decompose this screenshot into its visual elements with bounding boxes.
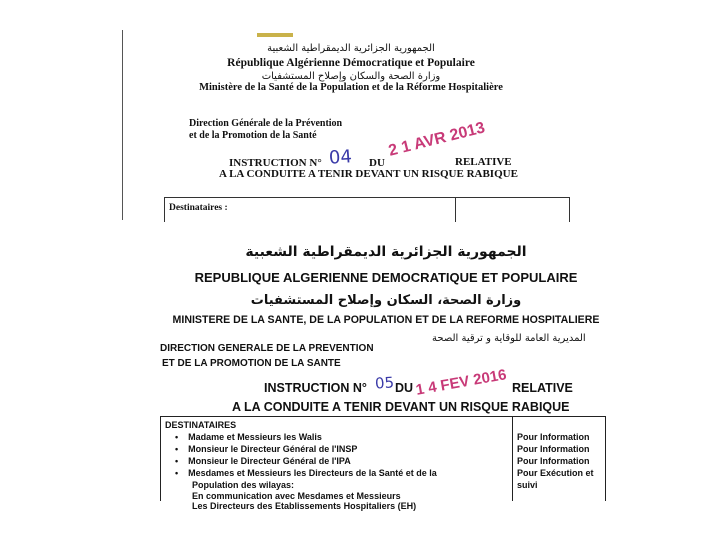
arabic-ministry-title: وزارة الصحة والسكان وإصلاح المستشفيات bbox=[261, 71, 441, 82]
bullet-icon: • bbox=[175, 444, 179, 454]
bullet-icon: • bbox=[175, 456, 179, 466]
arabic-republic-title: الجمهورية الجزائرية الديمقراطية الشعبية bbox=[267, 43, 435, 54]
recipients-header: DESTINATAIRES bbox=[165, 420, 237, 430]
instruction-number-handwritten: 04 bbox=[328, 146, 353, 169]
recipient-item bbox=[175, 456, 351, 466]
recipient-text: Monsieur le Directeur Général de l'IPA bbox=[188, 456, 351, 466]
recipient-action-continuation: suivi bbox=[517, 480, 538, 490]
recipients-table-divider bbox=[512, 417, 513, 501]
recipient-item bbox=[175, 444, 357, 454]
recipient-continuation: Population des wilayas: bbox=[192, 480, 295, 490]
instruction-label: INSTRUCTION N° bbox=[229, 157, 322, 169]
direction-line-1: Direction Générale de la Prévention bbox=[189, 118, 343, 129]
instruction-2016-excerpt bbox=[150, 222, 622, 511]
ministry-title: Ministère de la Santé de la Population et de la Réforme Hospitalière bbox=[199, 82, 503, 93]
relative-label: RELATIVE bbox=[512, 381, 573, 395]
du-label: DU bbox=[395, 381, 414, 395]
date-stamp: 1 4 FEV 2016 bbox=[414, 366, 508, 399]
republic-title: République Algérienne Démocratique et Populaire bbox=[227, 57, 475, 69]
du-label: DU bbox=[369, 157, 385, 169]
instruction-label: INSTRUCTION N° bbox=[264, 381, 367, 395]
instruction-number-handwritten: 05 bbox=[374, 373, 395, 393]
date-stamp: 2 1 AVR 2013 bbox=[386, 119, 487, 160]
direction-line-2: ET DE LA PROMOTION DE LA SANTE bbox=[162, 358, 341, 369]
recipient-action: Pour Information bbox=[517, 456, 590, 466]
recipient-continuation: En communication avec Mesdames et Messieurs bbox=[192, 491, 401, 501]
relative-label: RELATIVE bbox=[455, 156, 512, 168]
direction-line-1: DIRECTION GENERALE DE LA PREVENTION bbox=[160, 343, 374, 354]
recipient-action: Pour Information bbox=[517, 444, 590, 454]
instruction-2013-excerpt bbox=[122, 30, 579, 220]
recipient-action: Pour Information bbox=[517, 432, 590, 442]
direction-line-2: et de la Promotion de la Santé bbox=[189, 130, 317, 141]
recipient-text: Monsieur le Directeur Général de l'INSP bbox=[188, 444, 358, 454]
recipient-continuation: Les Directeurs des Etablissements Hospitaliers (EH) bbox=[192, 501, 417, 511]
recipient-action: Pour Exécution et bbox=[517, 468, 594, 478]
arabic-direction-title: المديرية العامة للوقاية و ترقية الصحة bbox=[432, 333, 586, 344]
bullet-icon: • bbox=[175, 432, 179, 442]
ministry-title: MINISTERE DE LA SANTE, DE LA POPULATION ET DE LA REFORME HOSPITALIERE bbox=[172, 314, 600, 326]
subject-line: A LA CONDUITE A TENIR DEVANT UN RISQUE RABIQUE bbox=[219, 168, 518, 180]
recipients-label: Destinataires : bbox=[169, 203, 228, 213]
subject-line: A LA CONDUITE A TENIR DEVANT UN RISQUE RABIQUE bbox=[232, 400, 570, 414]
arabic-ministry-title: وزارة الصحة، السكان وإصلاح المستشفيات bbox=[250, 293, 522, 308]
recipient-text: Mesdames et Messieurs les Directeurs de la Santé et de la bbox=[188, 468, 437, 478]
republic-title: REPUBLIQUE ALGERIENNE DEMOCRATIQUE ET POPULAIRE bbox=[194, 270, 578, 285]
small-header-mark bbox=[257, 33, 293, 37]
recipient-text: Madame et Messieurs les Walis bbox=[188, 432, 322, 442]
recipient-item bbox=[175, 432, 322, 442]
arabic-republic-title: الجمهورية الجزائرية الديمقراطية الشعبية bbox=[245, 244, 527, 260]
bullet-icon: • bbox=[175, 468, 179, 478]
recipients-table bbox=[160, 416, 606, 511]
recipient-item bbox=[175, 468, 437, 478]
